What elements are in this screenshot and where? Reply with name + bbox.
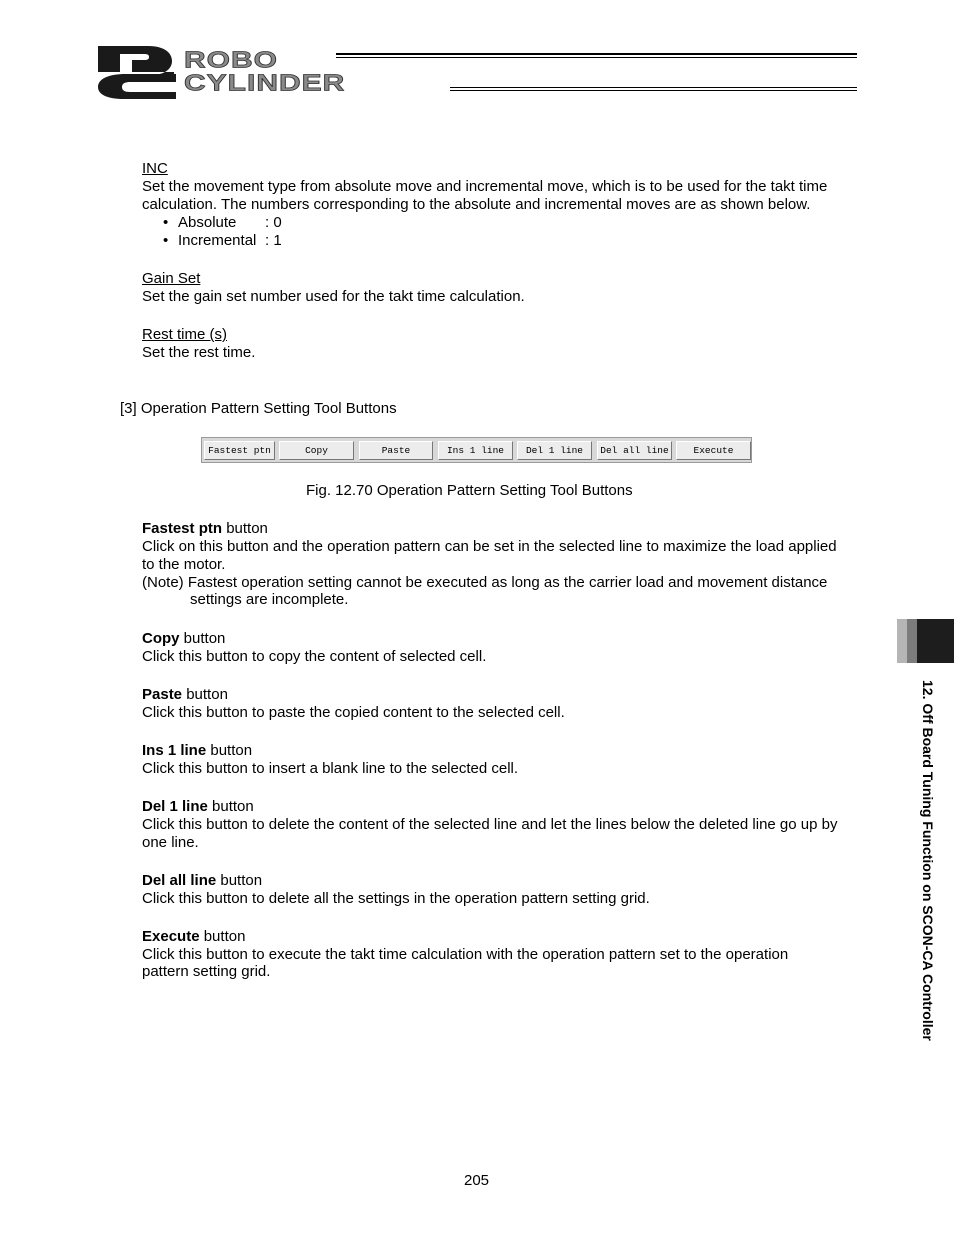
- inc-desc-line1: Set the movement type from absolute move and incremental move, which is to be used for the takt time: [142, 178, 828, 195]
- gain-set-desc: Set the gain set number used for the takt time calculation.: [142, 288, 525, 305]
- header-rule-bottom-thin-2: [450, 90, 857, 91]
- copy-desc: Click this button to copy the content of selected cell.: [142, 648, 487, 665]
- del-1-line-name: Del 1 line: [142, 798, 208, 815]
- bullet-absolute-label: Absolute: [178, 214, 237, 231]
- word-button: button: [220, 872, 263, 889]
- ins-1-line-button[interactable]: Ins 1 line: [438, 441, 513, 460]
- del-all-line-name: Del all line: [142, 872, 217, 889]
- rest-time-desc: Set the rest time.: [142, 344, 256, 361]
- fastest-ptn-button[interactable]: Fastest ptn: [204, 441, 275, 460]
- chapter-tab-dark: [917, 619, 954, 663]
- ins-1-line-desc: Click this button to insert a blank line to the selected cell.: [142, 760, 519, 777]
- execute-desc-line2: pattern setting grid.: [142, 963, 271, 980]
- paste-name: Paste: [142, 686, 183, 703]
- word-button: button: [203, 928, 246, 945]
- fastest-ptn-name: Fastest ptn: [142, 520, 223, 537]
- operation-pattern-toolbar: [201, 437, 752, 463]
- chapter-tab-light: [897, 619, 907, 663]
- logo-text-robo: ROBO: [184, 47, 278, 74]
- chapter-side-label: 12. Off Board Tuning Function on SCON-CA Controller: [920, 680, 936, 1041]
- del-all-line-heading: [142, 872, 262, 890]
- del-all-line-button[interactable]: Del all line: [597, 441, 672, 460]
- del-1-line-desc-line1: Click this button to delete the content of the selected line and let the lines below the deleted line go up by: [142, 816, 838, 833]
- word-button: button: [226, 520, 268, 537]
- word-button: button: [186, 686, 228, 703]
- bullet-absolute: [163, 214, 282, 232]
- chapter-tab-mid: [907, 619, 917, 663]
- del-1-line-button[interactable]: Del 1 line: [517, 441, 592, 460]
- robo-cylinder-logo-icon: [96, 44, 178, 100]
- paste-button[interactable]: Paste: [359, 441, 433, 460]
- bullet-incremental: [163, 232, 282, 250]
- page-number: 205: [464, 1172, 490, 1189]
- bullet-dot: •: [163, 232, 169, 249]
- bullet-absolute-value: : 0: [265, 214, 282, 231]
- del-1-line-heading: [142, 798, 254, 816]
- copy-heading: [142, 630, 225, 648]
- del-1-line-desc-line2: one line.: [142, 834, 199, 851]
- bullet-dot: •: [163, 214, 169, 231]
- fastest-ptn-desc-line1: Click on this button and the operation pattern can be set in the selected line to maximize the load applied: [142, 538, 837, 555]
- word-button: button: [212, 798, 254, 815]
- header-rule-bottom-thin: [450, 87, 857, 88]
- paste-desc: Click this button to paste the copied content to the selected cell.: [142, 704, 565, 721]
- bullet-incremental-label: Incremental: [178, 232, 257, 249]
- execute-button[interactable]: Execute: [676, 441, 751, 460]
- fastest-ptn-heading: [142, 520, 268, 538]
- figure-caption: Fig. 12.70 Operation Pattern Setting Tool Buttons: [306, 482, 633, 499]
- ins-1-line-heading: [142, 742, 252, 760]
- fastest-ptn-note-line1: (Note) Fastest operation setting cannot be executed as long as the carrier load and movement distance: [142, 574, 828, 591]
- section-3-heading: [3] Operation Pattern Setting Tool Buttons: [120, 400, 397, 417]
- inc-desc-line2: calculation. The numbers corresponding to the absolute and incremental moves are as shown below.: [142, 196, 811, 213]
- bullet-incremental-value: : 1: [265, 232, 282, 249]
- inc-title: INC: [142, 160, 168, 177]
- logo-text-cylinder: CYLINDER: [184, 70, 346, 97]
- ins-1-line-name: Ins 1 line: [142, 742, 207, 759]
- rest-time-title: Rest time (s): [142, 326, 228, 343]
- copy-name: Copy: [142, 630, 180, 647]
- word-button: button: [183, 630, 226, 647]
- gain-set-title: Gain Set: [142, 270, 201, 287]
- execute-name: Execute: [142, 928, 200, 945]
- fastest-ptn-note-line2: settings are incomplete.: [190, 591, 349, 608]
- header-rule-top-thin: [336, 57, 857, 58]
- fastest-ptn-desc-line2: to the motor.: [142, 556, 226, 573]
- execute-desc-line1: Click this button to execute the takt time calculation with the operation pattern set to the operation: [142, 946, 789, 963]
- paste-heading: [142, 686, 228, 704]
- header-rule-top-thick: [336, 53, 857, 55]
- execute-heading: [142, 928, 245, 946]
- copy-button[interactable]: Copy: [279, 441, 354, 460]
- word-button: button: [210, 742, 253, 759]
- del-all-line-desc: Click this button to delete all the settings in the operation pattern setting grid.: [142, 890, 650, 907]
